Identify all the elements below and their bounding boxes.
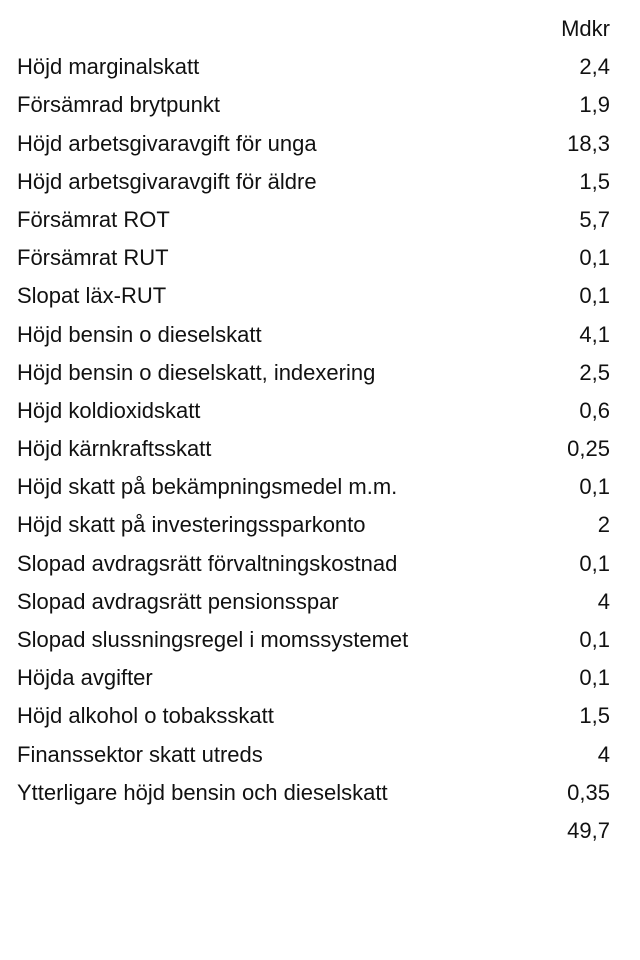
row-label: Försämrat ROT xyxy=(17,206,170,232)
table-row xyxy=(0,316,640,354)
row-label: Finanssektor skatt utreds xyxy=(17,741,263,767)
table-row xyxy=(0,659,640,697)
total-value: 49,7 xyxy=(567,817,610,843)
table-row xyxy=(0,736,640,774)
table-row xyxy=(0,125,640,163)
row-value: 0,1 xyxy=(579,550,610,576)
row-label: Försämrat RUT xyxy=(17,245,169,271)
row-label: Höjda avgifter xyxy=(17,665,153,691)
table-row xyxy=(0,163,640,201)
row-value: 0,25 xyxy=(567,436,610,462)
table-row xyxy=(0,201,640,239)
row-label: Slopad avdragsrätt förvaltningskostnad xyxy=(17,550,398,576)
row-label: Höjd bensin o dieselskatt, indexering xyxy=(17,359,376,385)
table-row xyxy=(0,468,640,506)
row-label: Höjd arbetsgivaravgift för unga xyxy=(17,130,317,156)
table-row xyxy=(0,506,640,544)
row-label: Försämrad brytpunkt xyxy=(17,92,220,118)
row-label: Höjd skatt på bekämpningsmedel m.m. xyxy=(17,474,398,500)
table-row xyxy=(0,583,640,621)
row-value: 4,1 xyxy=(579,321,610,347)
row-value: 2 xyxy=(597,512,610,538)
table-row xyxy=(0,545,640,583)
row-value: 4 xyxy=(597,588,610,614)
row-label: Höjd marginalskatt xyxy=(17,54,200,80)
table-row xyxy=(0,430,640,468)
row-value: 4 xyxy=(597,741,610,767)
row-value: 1,5 xyxy=(579,168,610,194)
row-value: 0,1 xyxy=(579,627,610,652)
row-value: 0,35 xyxy=(567,779,610,805)
row-value: 1,5 xyxy=(579,703,610,729)
row-label: Höjd kärnkraftsskatt xyxy=(17,436,212,462)
row-label: Höjd koldioxidskatt xyxy=(17,397,201,423)
unit-header: Mdkr xyxy=(561,16,610,41)
row-value: 0,6 xyxy=(579,397,610,423)
table-row xyxy=(0,48,640,86)
row-value: 2,5 xyxy=(579,359,610,385)
row-value: 0,1 xyxy=(579,283,610,309)
row-label: Slopad avdragsrätt pensionsspar xyxy=(17,588,339,614)
table-row xyxy=(0,392,640,430)
row-label: Slopat läx-RUT xyxy=(17,283,167,309)
row-value: 1,9 xyxy=(579,92,610,118)
row-value: 0,1 xyxy=(579,474,610,500)
row-value: 18,3 xyxy=(567,130,610,156)
table-row xyxy=(0,277,640,315)
row-value: 2,4 xyxy=(579,54,610,80)
row-label: Höjd skatt på investeringssparkonto xyxy=(17,512,366,538)
total-row xyxy=(0,812,640,850)
table-row xyxy=(0,86,640,124)
table-row xyxy=(0,621,640,659)
table-row xyxy=(0,774,640,812)
row-value: 5,7 xyxy=(579,206,610,232)
table-row xyxy=(0,239,640,277)
row-value: 0,1 xyxy=(579,665,610,691)
table-row xyxy=(0,697,640,735)
table-row xyxy=(0,354,640,392)
row-label: Ytterligare höjd bensin och dieselskatt xyxy=(17,779,388,805)
row-label: Höjd arbetsgivaravgift för äldre xyxy=(17,168,317,194)
row-label: Höjd alkohol o tobaksskatt xyxy=(17,703,274,729)
tax-table xyxy=(0,10,640,850)
table-header-row xyxy=(0,10,640,48)
row-label: Höjd bensin o dieselskatt xyxy=(17,321,262,347)
row-value: 0,1 xyxy=(579,245,610,271)
row-label: Slopad slussningsregel i momssystemet xyxy=(17,627,409,652)
